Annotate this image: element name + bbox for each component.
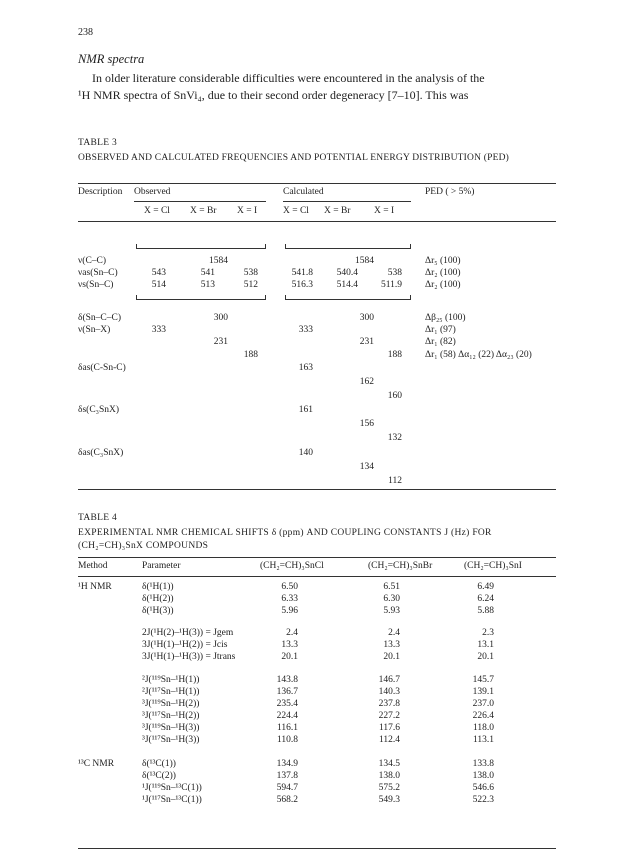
row-parameter: ¹J(¹¹⁷Sn–¹³C(1)) <box>142 795 202 805</box>
observed-value: 188 <box>243 350 258 360</box>
row-parameter: ³J(¹¹⁹Sn–¹H(3)) <box>142 723 200 733</box>
paragraph-line: ¹H NMR spectra of SnVi₄, due to their second order degeneracy [7–10]. This was <box>78 88 469 102</box>
row-value: 20.1 <box>281 652 298 662</box>
header-obs-i: X = I <box>237 206 258 216</box>
observed-value: 512 <box>243 280 258 290</box>
calculated-value: 538 <box>387 268 402 278</box>
row-value: 237.0 <box>472 699 494 709</box>
calculated-value: 541.8 <box>291 268 313 278</box>
observed-value: 514 <box>151 280 166 290</box>
row-parameter: 3J(¹H(1)–¹H(2)) = Jcis <box>142 640 228 650</box>
row-value: 5.88 <box>477 606 494 616</box>
observed-value: 300 <box>213 313 228 323</box>
table-caption: TABLE 4 <box>78 513 118 523</box>
calculated-value: 161 <box>298 405 313 415</box>
header-calculated: Calculated <box>283 187 324 197</box>
row-value: 134.9 <box>276 759 298 769</box>
calculated-value: 300 <box>359 313 374 323</box>
page-number: 238 <box>78 27 93 38</box>
row-value: 5.93 <box>383 606 400 616</box>
observed-value: 231 <box>213 337 228 347</box>
table-caption: TABLE 3 <box>78 138 118 148</box>
ped-value: Δβ₂₅ (100) <box>425 313 466 323</box>
row-value: 6.33 <box>281 594 298 604</box>
row-method: ¹³C NMR <box>78 759 115 769</box>
ped-value: Δr₁ (58) Δα₁₂ (22) Δα₂₃ (20) <box>425 350 532 360</box>
calculated-value: 112 <box>388 476 402 486</box>
ped-value: Δr₂ (100) <box>425 280 461 290</box>
observed-value: 538 <box>243 268 258 278</box>
row-value: 110.8 <box>276 735 298 745</box>
row-value: 224.4 <box>276 711 298 721</box>
header-obs-br: X = Br <box>190 206 217 216</box>
row-parameter: ³J(¹¹⁹Sn–¹H(2)) <box>142 699 200 709</box>
row-parameter: ³J(¹¹⁷Sn–¹H(2)) <box>142 711 200 721</box>
row-value: 139.1 <box>472 687 494 697</box>
header-i: (CH₂=CH)₃SnI <box>464 561 522 571</box>
ped-value: Δr₁ (82) <box>425 337 456 347</box>
row-description: δas(C₃SnX) <box>78 448 124 458</box>
observed-value: 541 <box>200 268 215 278</box>
table-title: OBSERVED AND CALCULATED FREQUENCIES AND POTENTIAL ENERGY DISTRIBUTION (PED) <box>78 153 509 163</box>
row-value: 6.50 <box>281 582 298 592</box>
row-parameter: ²J(¹¹⁹Sn–¹H(1)) <box>142 675 200 685</box>
row-value: 136.7 <box>276 687 298 697</box>
row-value: 6.24 <box>477 594 494 604</box>
observed-rule <box>134 201 266 202</box>
calculated-value: 140 <box>298 448 313 458</box>
group-bracket <box>136 244 266 249</box>
row-description: δas(C-Sn-C) <box>78 363 126 373</box>
row-value: 113.1 <box>472 735 494 745</box>
row-value: 133.8 <box>472 759 494 769</box>
row-value: 13.3 <box>383 640 400 650</box>
row-parameter: δ(¹H(3)) <box>142 606 174 616</box>
ped-value: Δr₁ (97) <box>425 325 456 335</box>
header-ped: PED ( > 5%) <box>425 187 475 197</box>
table-rule <box>78 848 556 849</box>
row-parameter: δ(¹³C(1)) <box>142 759 176 769</box>
header-calc-i: X = I <box>374 206 395 216</box>
row-value: 227.2 <box>378 711 400 721</box>
header-description: Description <box>78 187 123 197</box>
table-rule <box>78 557 556 558</box>
observed-value: 513 <box>200 280 215 290</box>
section-title: NMR spectra <box>78 52 145 66</box>
calculated-value: 231 <box>359 337 374 347</box>
row-value: 134.5 <box>378 759 400 769</box>
row-value: 143.8 <box>276 675 298 685</box>
row-value: 20.1 <box>477 652 494 662</box>
row-parameter: 2J(¹H(2)–¹H(3)) = Jgem <box>142 628 234 638</box>
observed-value: 1584 <box>209 256 228 266</box>
group-bracket <box>136 295 266 300</box>
table-rule <box>78 221 556 222</box>
row-value: 594.7 <box>276 783 298 793</box>
row-value: 2.3 <box>482 628 494 638</box>
calculated-value: 516.3 <box>291 280 313 290</box>
row-value: 549.3 <box>378 795 400 805</box>
calculated-value: 540.4 <box>336 268 358 278</box>
header-br: (CH₂=CH)₃SnBr <box>368 561 433 571</box>
calculated-value: 333 <box>298 325 313 335</box>
row-value: 117.6 <box>378 723 400 733</box>
row-value: 235.4 <box>276 699 298 709</box>
row-value: 6.49 <box>477 582 494 592</box>
paragraph-line: In older literature considerable difficulties were encountered in the analysis of the <box>92 71 485 85</box>
row-value: 2.4 <box>388 628 400 638</box>
row-value: 546.6 <box>472 783 494 793</box>
row-description: δ(Sn–C–C) <box>78 313 122 323</box>
row-parameter: 3J(¹H(1)–¹H(3)) = Jtrans <box>142 652 236 662</box>
row-value: 522.3 <box>472 795 494 805</box>
row-description: ν(Sn–X) <box>78 325 111 335</box>
row-value: 145.7 <box>472 675 494 685</box>
row-value: 138.0 <box>472 771 494 781</box>
table-title: (CH₂=CH)₃SnX COMPOUNDS <box>78 541 209 551</box>
row-parameter: δ(¹H(1)) <box>142 582 174 592</box>
row-value: 116.1 <box>276 723 298 733</box>
calculated-value: 511.9 <box>380 280 402 290</box>
row-parameter: ²J(¹¹⁷Sn–¹H(1)) <box>142 687 200 697</box>
header-observed: Observed <box>134 187 171 197</box>
row-description: δs(C₃SnX) <box>78 405 120 415</box>
group-bracket <box>285 295 411 300</box>
calculated-value: 163 <box>298 363 313 373</box>
ped-value: Δr₂ (100) <box>425 268 461 278</box>
table-rule <box>78 489 556 490</box>
table-rule <box>78 183 556 184</box>
row-value: 112.4 <box>378 735 400 745</box>
calculated-value: 132 <box>387 433 402 443</box>
header-calc-cl: X = Cl <box>283 206 309 216</box>
ped-value: Δr₅ (100) <box>425 256 461 266</box>
row-parameter: ³J(¹¹⁷Sn–¹H(3)) <box>142 735 200 745</box>
row-value: 138.0 <box>378 771 400 781</box>
observed-value: 543 <box>151 268 166 278</box>
row-parameter: δ(¹H(2)) <box>142 594 174 604</box>
header-obs-cl: X = Cl <box>144 206 170 216</box>
calculated-value: 162 <box>359 377 374 387</box>
row-value: 575.2 <box>378 783 400 793</box>
row-parameter: δ(¹³C(2)) <box>142 771 176 781</box>
calculated-value: 1584 <box>355 256 374 266</box>
calculated-value: 188 <box>387 350 402 360</box>
row-value: 137.8 <box>276 771 298 781</box>
row-parameter: ¹J(¹¹⁹Sn–¹³C(1)) <box>142 783 202 793</box>
row-value: 5.96 <box>281 606 298 616</box>
header-calc-br: X = Br <box>324 206 351 216</box>
calculated-value: 134 <box>359 462 374 472</box>
header-method: Method <box>78 561 108 571</box>
row-value: 2.4 <box>286 628 298 638</box>
row-value: 140.3 <box>378 687 400 697</box>
calculated-value: 160 <box>387 391 402 401</box>
row-value: 118.0 <box>472 723 494 733</box>
row-description: νas(Sn–C) <box>78 268 118 278</box>
calculated-rule <box>283 201 411 202</box>
header-parameter: Parameter <box>142 561 181 571</box>
group-bracket <box>285 244 411 249</box>
row-value: 13.1 <box>477 640 494 650</box>
calculated-value: 514.4 <box>336 280 358 290</box>
observed-value: 333 <box>151 325 166 335</box>
row-method: ¹H NMR <box>78 582 112 592</box>
table-title: EXPERIMENTAL NMR CHEMICAL SHIFTS δ (ppm) AND COUPLING CONSTANTS J (Hz) FOR <box>78 528 492 538</box>
table-rule <box>78 576 556 577</box>
row-value: 6.30 <box>383 594 400 604</box>
row-value: 226.4 <box>472 711 494 721</box>
row-value: 6.51 <box>383 582 400 592</box>
calculated-value: 156 <box>359 419 374 429</box>
row-description: ν(C–C) <box>78 256 107 266</box>
row-description: νs(Sn–C) <box>78 280 114 290</box>
row-value: 13.3 <box>281 640 298 650</box>
body-paragraph <box>78 70 556 104</box>
row-value: 568.2 <box>276 795 298 805</box>
row-value: 146.7 <box>378 675 400 685</box>
row-value: 237.8 <box>378 699 400 709</box>
header-cl: (CH₂=CH)₃SnCl <box>260 561 324 571</box>
row-value: 20.1 <box>383 652 400 662</box>
